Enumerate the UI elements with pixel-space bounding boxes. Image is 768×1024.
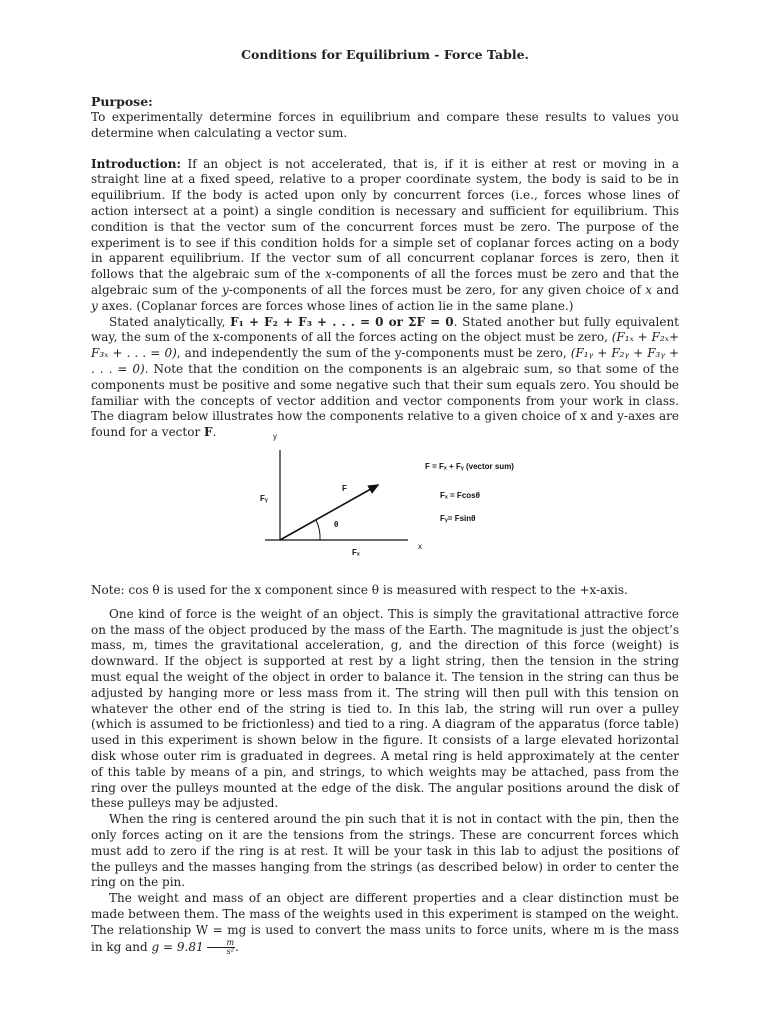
lower-text-section bbox=[91, 583, 679, 956]
x-axis-label: x bbox=[418, 542, 422, 551]
intro-text-1: If an object is not accelerated, that is, if it is either at rest or moving in a straight line at a fixed speed, relative to a proper coordinate system, the body is said to be in equilibrium. If the body is acted upon only by concurrent forces (i.e., forces whose lines of action intersect at a point) a single condition is necessary and sufficient for equilibrium. This condition is that the vector sum of the concurrent forces must be zero. The purpose of the experiment is to see if this condition holds for a simple set of coplanar forces acting on a body in apparent equilibrium. If the vector sum of all concurrent coplanar forces is zero, then it follows that the algebraic sum of the bbox=[91, 156, 679, 282]
intro-text-3: -components of all the forces must be zero, for any given choice of bbox=[228, 282, 646, 297]
purpose-text: To experimentally determine forces in equilibrium and compare these results to values you determine when calculating a vector sum. bbox=[91, 110, 679, 140]
intro-x-var-2: x bbox=[645, 282, 653, 297]
units-denominator: s² bbox=[226, 946, 234, 956]
intro-x-var: x bbox=[325, 267, 332, 282]
purpose-heading: Purpose: bbox=[91, 94, 153, 109]
vector-diagram-svg bbox=[240, 428, 540, 558]
document-title: Conditions for Equilibrium - Force Table. bbox=[241, 47, 529, 62]
analytic-text-end: . bbox=[212, 425, 217, 440]
units-fraction bbox=[207, 939, 235, 956]
ring-paragraph: When the ring is centered around the pin such that it is not in contact with the pin, then the only forces acting on it are the tensions from the strings. These are concurrent forces which must add to zero if the ring is at rest. It will be your task in this lab to adjust the positions of the pulleys and the masses hanging from the strings (as described below) in order to center the ring on the pin. bbox=[91, 812, 679, 890]
f-vector-label: F bbox=[342, 484, 347, 493]
analytic-text-4: . Note that the condition on the components is an algebraic sum, so that some of the components must be positive and some negative such that their sum equals zero. You should be familiar with the concepts of vector addition and vector components from your work in class. The diagram below illustrates how the components relative to a given choice of x and y-axes are found for a vector bbox=[91, 361, 680, 440]
mass-weight-end: . bbox=[235, 939, 239, 954]
vector-components-diagram bbox=[240, 428, 540, 558]
intro-text-4: axes. (Coplanar forces are forces whose lines of action lie in the same plane.) bbox=[97, 298, 574, 313]
g-value: g = 9.81 bbox=[151, 939, 204, 954]
note-paragraph: Note: cos θ is used for the x component since θ is measured with respect to the +x-axis. bbox=[91, 583, 628, 597]
mass-weight-text: The weight and mass of an object are different properties and a clear distinction must be made between them. The mass of the weights used in this experiment is stamped on the weight. The relationship W = mg is used to convert the mass units to force units, where m is the mass in kg and bbox=[91, 891, 679, 954]
theta-arc bbox=[316, 520, 320, 540]
fx-label: Fₓ bbox=[352, 548, 360, 557]
theta-label: θ bbox=[334, 520, 339, 529]
weight-paragraph: One kind of force is the weight of an object. This is simply the gravitational attractive force on the mass of the object produced by the mass of the Earth. The magnitude is just the object’s mass, m, times the gravitational acceleration, g, and the direction of this force (weight) is downward. If the object is supported at rest by a light string, then the tension in the string must equal the weight of the object in order to balance it. The tension in the string can thus be adjusted by hanging more or less mass from it. The string will then pull with this tension on whatever the other end of the string is tied to. In this lab, the string will run over a pulley (which is assumed to be frictionless) and tied to a ring. A diagram of the apparatus (force table) used in this experiment is shown below in the figure. It consists of a large elevated horizontal disk whose outer rim is graduated in degrees. A metal ring is held approximately at the center of this table by means of a pin, and strings, to which weights may be attached, pass from the ring over the pulleys mounted at the edge of the disk. The angular positions around the disk of these pulleys may be adjusted. bbox=[91, 606, 679, 811]
mass-weight-paragraph bbox=[91, 891, 679, 955]
document-page bbox=[91, 46, 679, 441]
units-numerator: m bbox=[207, 939, 235, 948]
intro-y-var: y bbox=[222, 282, 229, 297]
fx-equation-label: Fₓ = Fcosθ bbox=[440, 491, 480, 500]
fy-equation-label: Fᵧ= Fsinθ bbox=[440, 514, 476, 523]
analytic-paragraph bbox=[91, 315, 679, 441]
y-component-equation: (F₁ᵧ + F₂ᵧ + F₃ᵧ + . . . = 0) bbox=[91, 346, 680, 376]
analytic-text-2: . Stated another but fully equivalent way, the sum of the x-components of all the forces acting on the object must be zero, bbox=[91, 314, 680, 345]
vector-sum-equation: F₁ + F₂ + F₃ + . . . = 0 or ΣF = 0 bbox=[230, 314, 454, 329]
introduction-heading: Introduction: bbox=[91, 156, 181, 171]
vector-f-symbol: F bbox=[204, 425, 213, 440]
analytic-text-3: , and independently the sum of the y-components must be zero, bbox=[176, 346, 571, 361]
intro-and: and bbox=[652, 282, 680, 297]
y-axis-label: y bbox=[273, 432, 277, 441]
intro-y-var-2: y bbox=[91, 298, 98, 313]
x-component-equation: (F₁ₓ + F₂ₓ+ F₃ₓ + . . . = 0) bbox=[91, 330, 679, 361]
vector-f-arrow bbox=[280, 485, 378, 540]
intro-text-2: -components of all the forces must be zero and that the algebraic sum of the bbox=[91, 267, 680, 297]
vector-sum-label: F = Fₓ + Fᵧ (vector sum) bbox=[425, 462, 514, 471]
fy-label: Fᵧ bbox=[260, 494, 268, 503]
introduction-paragraph bbox=[91, 157, 679, 315]
analytic-text-1: Stated analytically, bbox=[109, 314, 231, 329]
